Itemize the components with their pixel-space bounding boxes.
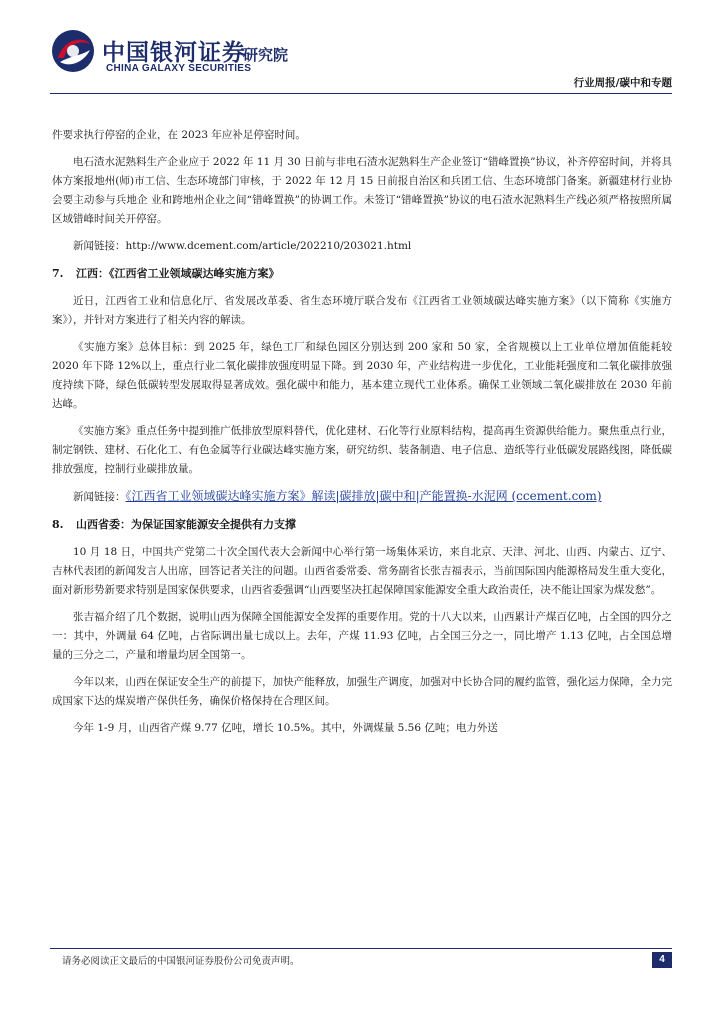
galaxy-logo-icon bbox=[50, 28, 96, 74]
page-header bbox=[0, 0, 724, 96]
section-number: 7. bbox=[52, 267, 64, 280]
paragraph: 《实施方案》总体目标：到 2025 年，绿色工厂和绿色园区分别达到 200 家和 50 家，全省规模以上工业单位增加值能耗较2020 年下降 12%以上，重点行业二氧化碳排放强度明显下降。到 2030 年，产业结构进一步优化，工业能耗强度和二氧化碳排放强度持续下降，绿色低碳转型发展取得显著成效。强化碳中和能力，基本建立现代工业体系。确保工业领域二氧化碳排放在 2030 年前达峰。 bbox=[52, 341, 672, 410]
paragraph: 电石渣水泥熟料生产企业应于 2022 年 11 月 30 日前与非电石渣水泥熟料生产企业签订“错峰置换”协议，补齐停窑时间，并将具体方案报地州(师)市工信、生态环境部门审核，于 2022 年 12 月 15 日前报自治区和兵团工信、生态环境部门备案。新疆建材行业协会要主动参与兵地企 业和跨地州企业之间“错峰置换”的协调工作。未签订“错峰置换”协议的电石渣水泥熟料生产线必须严格按照所属区域错峰时间关开停窑。 bbox=[52, 156, 672, 225]
news-link[interactable]: 《江西省工业领域碳达峰实施方案》解读|碳排放|碳中和|产能置换-水泥网 (ccement.com) bbox=[125, 489, 602, 503]
section-title: 江西：《江西省工业领域碳达峰实施方案》 bbox=[76, 267, 280, 280]
brand-name-cn: 中国银河证券 bbox=[102, 40, 246, 66]
report-type-tag: 行业周报/碳中和专题 bbox=[573, 77, 672, 89]
paragraph: 件要求执行停窑的企业，在 2023 年应补足停窑时间。 bbox=[52, 129, 306, 141]
section-heading-8 bbox=[52, 515, 672, 535]
news-link-line: 新闻链接：http://www.dcement.com/article/202210/203021.html bbox=[73, 240, 412, 252]
footer-disclaimer: 请务必阅读正文最后的中国银河证券股份公司免责声明。 bbox=[62, 956, 300, 967]
paragraph: 近日，江西省工业和信息化厅、省发展改革委、省生态环境厅联合发布《江西省工业领域碳达峰实施方案》（以下简称《实施方案》），并针对方案进行了相关内容的解读。 bbox=[52, 295, 672, 326]
paragraph: 《实施方案》重点任务中提到推广低排放型原料替代，优化建材、石化等行业原料结构，提高再生资源供给能力。聚焦重点行业，制定钢铁、建材、石化化工、有色金属等行业碳达峰实施方案，研究纺织、装备制造、电子信息、造纸等行业低碳发展路线图，降低碳排放强度，控制行业碳排放量。 bbox=[52, 425, 672, 475]
page-number: 4 bbox=[652, 952, 672, 968]
main-content bbox=[52, 126, 672, 746]
paragraph: 10 月 18 日，中国共产党第二十次全国代表大会新闻中心举行第一场集体采访，来自北京、天津、河北、山西、内蒙古、辽宁、吉林代表团的新闻发言人出席，回答记者关注的问题。山西省委常委、常务副省长张吉福表示，当前国际国内能源格局发生重大变化，面对新形势新要求特别是国家保供要求，山西省委强调“山西要坚决扛起保障国家能源安全重大政治责任，决不能让国家为煤发愁”。 bbox=[52, 546, 672, 596]
paragraph: 今年以来，山西在保证安全生产的前提下，加快产能释放，加强生产调度，加强对中长协合同的履约监管，强化运力保障，全力完成国家下达的煤炭增产保供任务，确保价格保持在合理区间。 bbox=[52, 676, 672, 707]
brand-name-en: CHINA GALAXY SECURITIES bbox=[106, 63, 252, 74]
paragraph: 张吉福介绍了几个数据，说明山西为保障全国能源安全发挥的重要作用。党的十八大以来，山西累计产煤百亿吨，占全国的四分之一：其中，外调量 64 亿吨，占省际调出量七成以上。去年，产煤 11.93 亿吨，占全国三分之一，同比增产 1.13 亿吨，占全国总增量的三分之二，产量和增量均居全国第一。 bbox=[52, 611, 672, 661]
paragraph: 今年 1-9 月，山西省产煤 9.77 亿吨，增长 10.5%。其中，外调煤量 5.56 亿吨；电力外送 bbox=[73, 722, 498, 734]
header-divider bbox=[50, 93, 672, 94]
section-title: 山西省委：为保证国家能源安全提供有力支撑 bbox=[76, 518, 296, 531]
brand-subtitle: 研究院 bbox=[243, 46, 289, 64]
section-number: 8. bbox=[52, 518, 64, 531]
section-heading-7 bbox=[52, 264, 672, 284]
news-link-line bbox=[52, 487, 672, 507]
footer-divider bbox=[50, 948, 672, 949]
news-link-prefix: 新闻链接： bbox=[73, 491, 126, 503]
